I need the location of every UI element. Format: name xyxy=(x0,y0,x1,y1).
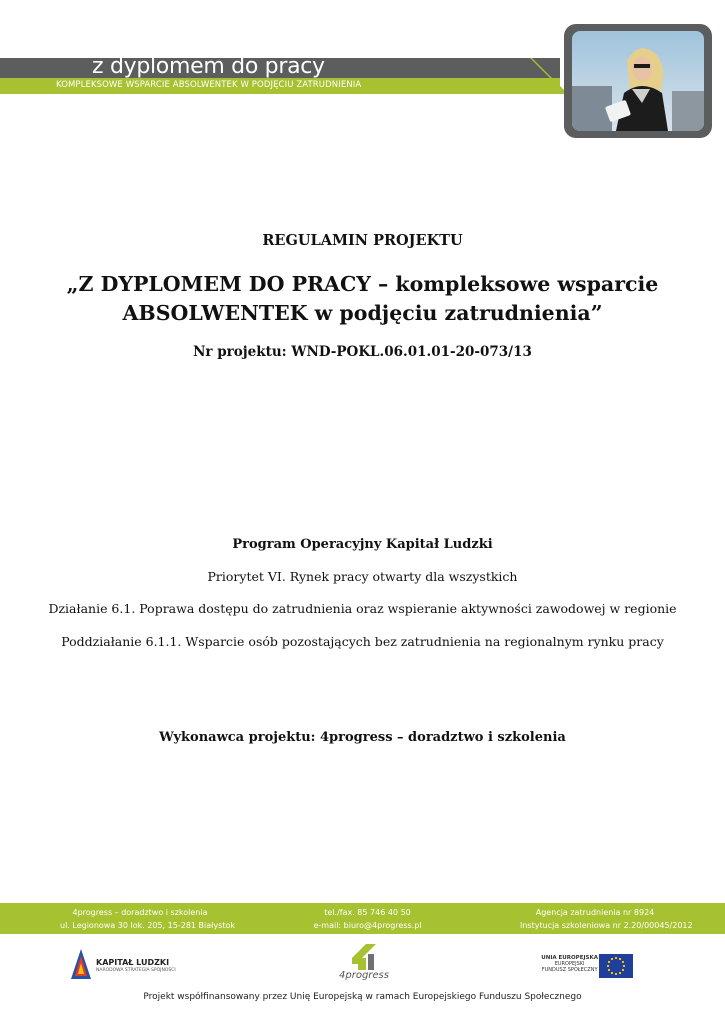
eu-line2: EUROPEJSKI xyxy=(554,961,585,967)
kapital-ludzki-subtext: NARODOWA STRATEGIA SPÓJNOŚCI xyxy=(96,968,176,973)
footer-contact xyxy=(310,906,425,932)
photo-woman-icon xyxy=(572,31,704,131)
footer-institution-number: Instytucja szkoleniowa nr 2.20/00045/2012 xyxy=(520,921,693,930)
program-name: Program Operacyjny Kapitał Ludzki xyxy=(232,537,493,552)
priority: Priorytet VI. Rynek pracy otwarty dla wszystkich xyxy=(207,569,518,584)
kapital-ludzki-logo xyxy=(70,948,180,982)
eu-line3: FUNDUSZ SPOŁECZNY xyxy=(541,967,598,973)
project-number: Nr projektu: WND-POKL.06.01.01-20-073/13 xyxy=(193,344,532,360)
eu-logo xyxy=(528,952,638,982)
4progress-text: 4progress xyxy=(339,970,389,981)
kapital-ludzki-text: KAPITAŁ LUDZKI xyxy=(96,958,170,967)
eu-logo-text xyxy=(541,955,598,973)
main-title-line1: „Z DYPLOMEM DO PRACY – kompleksowe wsparcie xyxy=(66,272,659,296)
footer-phone: tel./fax. 85 746 40 50 xyxy=(324,908,411,917)
kapital-ludzki-icon xyxy=(70,948,92,980)
header-photo xyxy=(564,24,712,138)
header-subtitle: KOMPLEKSOWE WSPARCIE ABSOLWENTEK W PODJĘCIU ZATRUDNIENIA xyxy=(56,80,362,90)
eu-line1: UNIA EUROPEJSKA xyxy=(541,955,598,961)
eu-flag-icon xyxy=(599,954,633,978)
footer-company xyxy=(60,906,236,932)
header-banner-slant xyxy=(480,58,570,94)
footer-company-name: 4progress – doradztwo i szkolenia xyxy=(72,908,208,917)
footer-company-address: ul. Legionowa 30 lok. 205, 15-281 Białystok xyxy=(60,921,236,930)
contractor: Wykonawca projektu: 4progress – doradztwo i szkolenia xyxy=(159,730,566,745)
cofinancing-note: Projekt współfinansowany przez Unię Europejską w ramach Europejskiego Funduszu Społecznego xyxy=(143,992,582,1002)
footer-registry xyxy=(520,906,693,932)
footer-agency-number: Agencja zatrudnienia nr 8924 xyxy=(535,908,655,917)
footer-email: e-mail: biuro@4progress.pl xyxy=(313,921,422,930)
4progress-icon xyxy=(352,944,376,970)
main-title xyxy=(0,270,725,328)
main-title-line2: ABSOLWENTEK w podjęciu zatrudnienia” xyxy=(122,301,603,325)
header-title: z dyplomem do pracy xyxy=(92,54,325,79)
4progress-logo xyxy=(338,944,390,984)
regulation-title: REGULAMIN PROJEKTU xyxy=(262,232,463,249)
submeasure: Poddziałanie 6.1.1. Wsparcie osób pozostających bez zatrudnienia na regionalnym rynku pracy xyxy=(61,634,664,649)
measure: Działanie 6.1. Poprawa dostępu do zatrudnienia oraz wspieranie aktywności zawodowej w regionie xyxy=(48,601,677,616)
